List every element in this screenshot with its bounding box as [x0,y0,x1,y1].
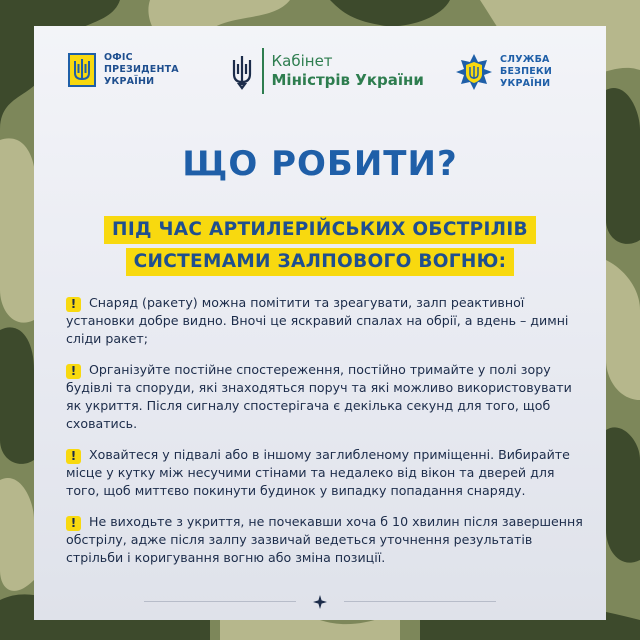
cabinet-logo [230,48,424,94]
subheading [34,216,606,280]
sbu-logo [454,52,552,92]
sbu-line1: СЛУЖБА [500,54,550,65]
cabinet-divider [262,48,264,94]
list-item [66,361,588,433]
warning-icon: ! [66,297,81,312]
warning-icon: ! [66,449,81,464]
cross-icon [312,594,328,610]
footer-line-left [144,601,296,602]
cabinet-line2: Міністрів України [271,71,424,89]
list-item [66,446,588,500]
cabinet-line1: Кабінет [271,52,333,70]
info-card [34,26,606,620]
item-text: Снаряд (ракету) можна помітити та зреагувати, залп реактивної установки добре видно. Вночі це яскравий спалах на обрії, а вдень – димні сліди ракет; [66,295,569,346]
office-president-line1: ОФІС [104,52,133,63]
instruction-list [66,294,588,580]
sbu-line3: УКРАЇНИ [500,78,551,89]
trident-emblem-icon [68,53,96,87]
item-text: Не виходьте з укриття, не почекавши хоча б 10 хвилин після завершення обстрілу, адже після залпу зазвичай ведеться уточнення результатів стрільби і коригування вогню або зміна позиції. [66,514,583,565]
office-president-logo [68,52,179,88]
page-title: ЩО РОБИТИ? [182,144,458,184]
office-president-line2: ПРЕЗИДЕНТА [104,64,179,75]
sbu-line2: БЕЗПЕКИ [500,66,553,77]
office-president-line3: УКРАЇНИ [104,76,155,87]
item-text: Організуйте постійне спостереження, постійно тримайте у полі зору будівлі та споруди, які знаходяться поруч та які можливо використовувати як укриття. Після сигналу спостерігача є декілька секунд для того, щоб сховатись. [66,362,572,431]
footer-divider [144,594,496,610]
footer-line-right [344,601,496,602]
trident-icon [230,52,254,90]
subheading-line2: СИСТЕМАМИ ЗАЛПОВОГО ВОГНЮ: [126,248,515,276]
item-text: Ховайтеся у підвалі або в іншому заглибленому приміщенні. Вибирайте місце у кутку між несучими стінами та недалеко від вікон та дверей для того, щоб миттєво покинути будинок у випадку попадання снаряду. [66,447,570,498]
warning-icon: ! [66,516,81,531]
list-item [66,294,588,348]
sbu-shield-icon [454,52,494,92]
warning-icon: ! [66,364,81,379]
subheading-line1: ПІД ЧАС АРТИЛЕРІЙСЬКИХ ОБСТРІЛІВ [104,216,536,244]
logos-row [34,26,606,146]
list-item [66,513,588,567]
